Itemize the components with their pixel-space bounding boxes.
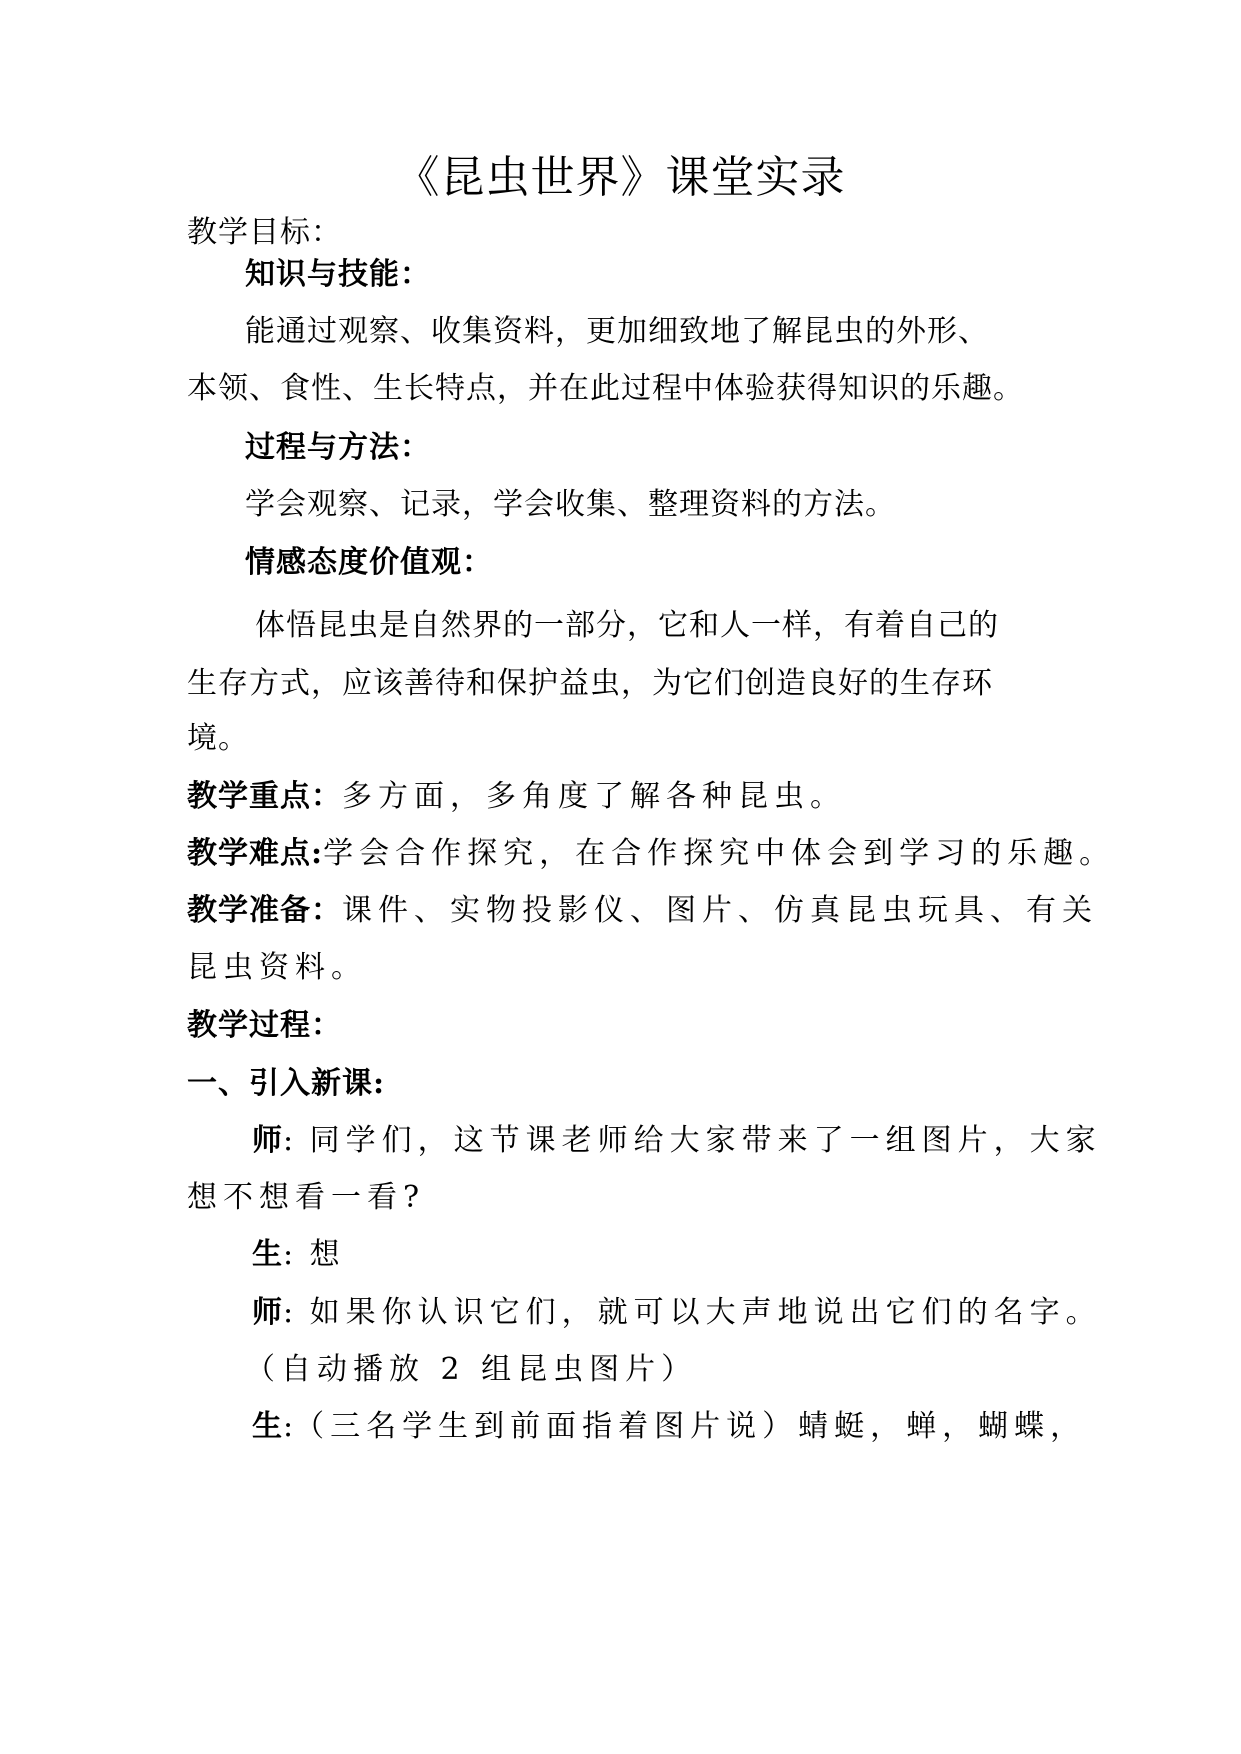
difficulty-label: 教学难点: [187,836,324,871]
dialogue-text: 如果你认识它们，就可以大声地说出它们的名字。 [309,1295,1102,1330]
knowledge-text-line-2: 本领、食性、生长特点，并在此过程中体验获得知识的乐趣。 [187,371,1024,406]
objectives-heading: 教学目标： [187,215,342,250]
emotion-text-line-1: 体悟昆虫是自然界的一部分，它和人一样，有着自己的 [255,608,999,643]
page-title: 《昆虫世界》课堂实录 [395,152,846,203]
dialogue-row-2 [252,1235,1122,1275]
section1-heading: 一、引入新课: [187,1066,386,1101]
dialogue-row-4 [252,1407,1122,1447]
dialogue-text: 想 [309,1237,346,1272]
speaker-colon: : [283,1123,300,1158]
process-method-text: 学会观察、记录，学会收集、整理资料的方法。 [245,487,896,522]
emotion-text-line-2: 生存方式，应该善待和保护益虫，为它们创造良好的生存环 [187,666,993,701]
process-heading: 教学过程： [187,1008,342,1043]
speaker-teacher: 师 [252,1123,283,1158]
knowledge-text-line-1: 能通过观察、收集资料，更加细致地了解昆虫的外形、 [245,314,989,349]
knowledge-heading: 知识与技能： [245,257,431,292]
process-method-heading: 过程与方法： [245,430,431,465]
key-point-row [187,777,1057,817]
key-point-text: 多方面，多角度了解各种昆虫。 [342,779,846,814]
preparation-label: 教学准备： [187,893,342,928]
dialogue-row-1-line-2: 想不想看一看? [187,1180,426,1215]
speaker-student: 生 [252,1409,283,1444]
preparation-text-line-2: 昆虫资料。 [187,950,367,985]
speaker-colon: : [283,1295,300,1330]
key-point-label: 教学重点： [187,779,342,814]
dialogue-text: 同学们，这节课老师给大家带来了一组图片，大家 [309,1123,1102,1158]
emotion-heading: 情感态度价值观： [245,545,493,580]
difficulty-text: 学会合作探究，在合作探究中体会到学习的乐趣。 [323,836,1116,871]
speaker-colon: : [283,1237,300,1272]
speaker-teacher: 师 [252,1295,283,1330]
speaker-colon: : [283,1409,295,1444]
difficulty-row [187,834,1116,874]
dialogue-row-1 [252,1121,1122,1161]
stage-note: （自动播放 2 组昆虫图片） [245,1352,698,1387]
dialogue-text: （三名学生到前面指着图片说）蜻蜓，蝉，蝴蝶， [294,1409,1087,1444]
preparation-row [187,891,1098,931]
preparation-text-line-1: 课件、实物投影仪、图片、仿真昆虫玩具、有关 [342,893,1098,928]
emotion-text-line-3: 境。 [187,721,249,756]
dialogue-row-3 [252,1293,1122,1333]
speaker-student: 生 [252,1237,283,1272]
